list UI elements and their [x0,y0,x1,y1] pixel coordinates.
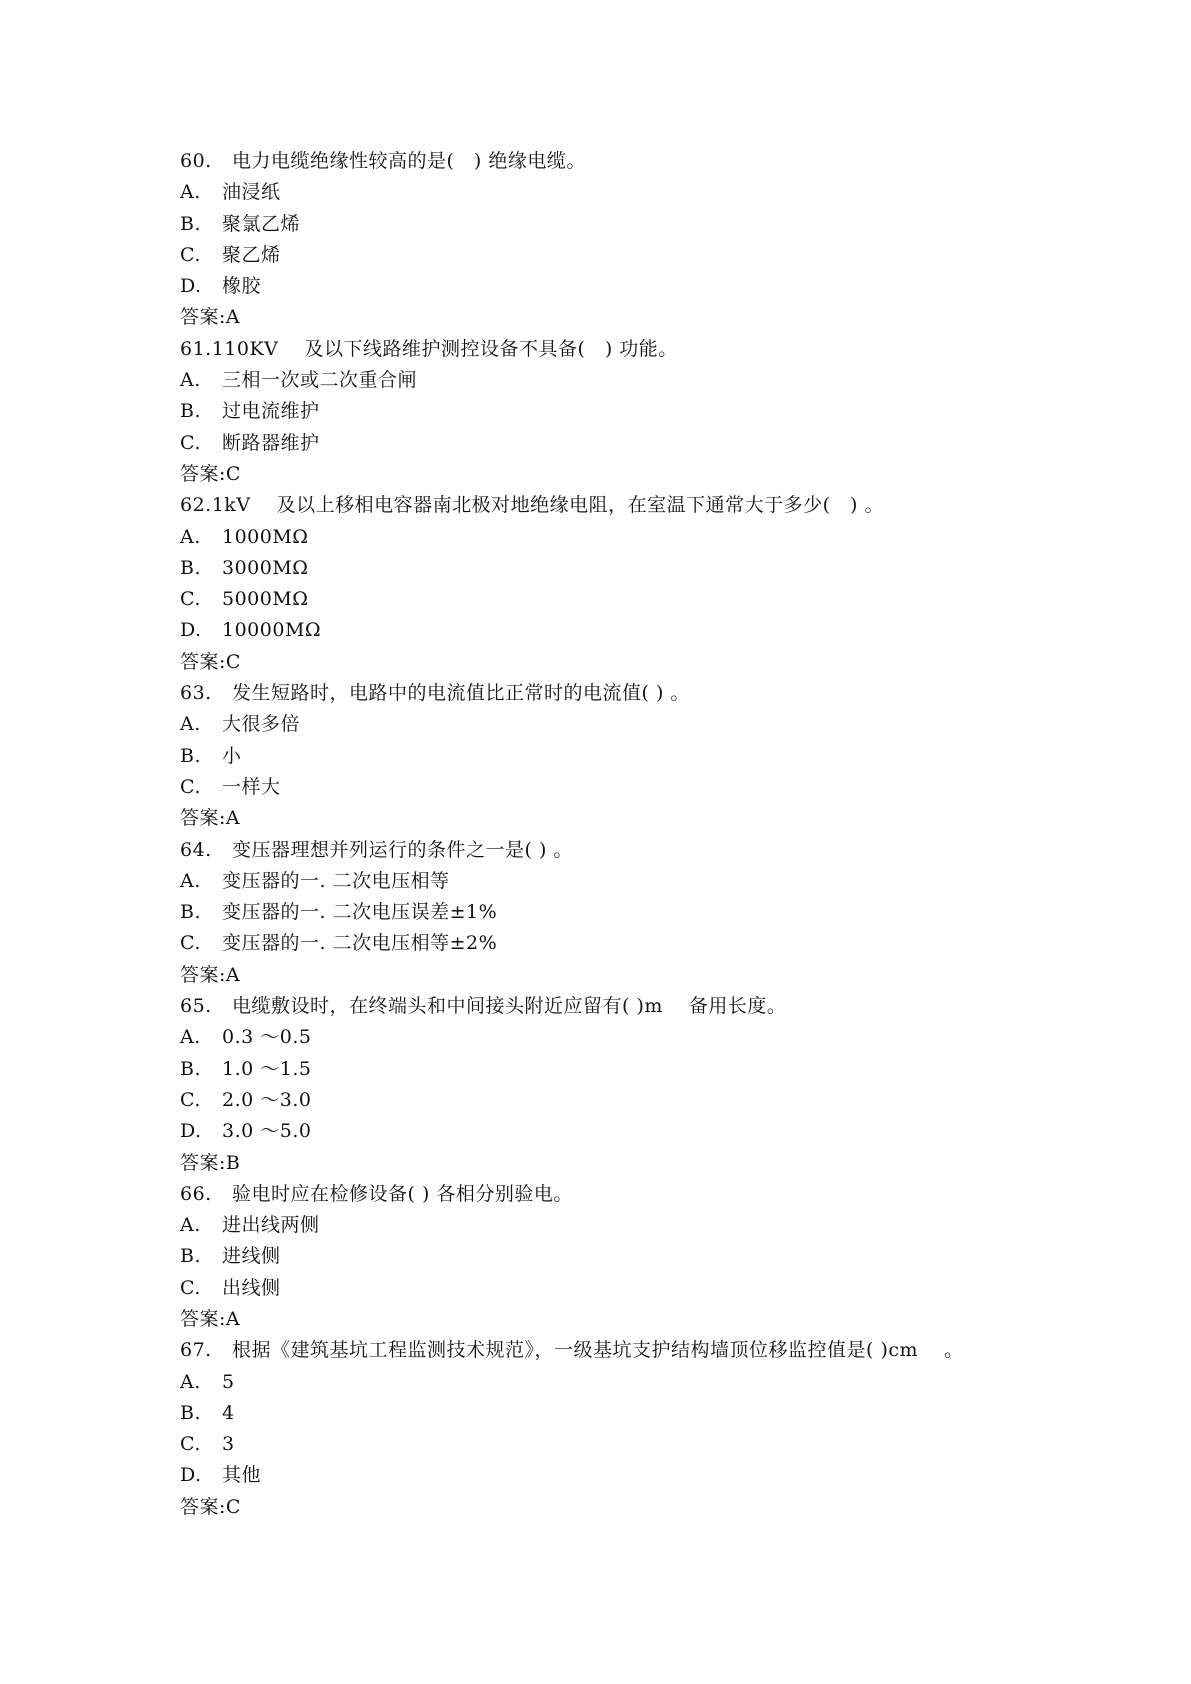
option-66-a [180,1210,1080,1241]
option-text: 聚乙烯 [222,243,281,266]
option-letter: A. [180,1026,201,1049]
option-61-c [180,428,1080,459]
option-text: 出线侧 [222,1276,281,1299]
option-letter: A. [180,713,201,736]
option-letter: A. [180,869,201,892]
question-number: 61. [180,337,212,360]
question-text: 110KV 及以下线路维护测控设备不具备( ) 功能。 [211,337,678,360]
option-text: 大很多倍 [222,713,301,736]
option-text: 10000MΩ [222,619,322,642]
option-text: 0.3 ～0.5 [222,1026,312,1049]
option-60-b [180,209,1080,240]
question-63 [180,678,1080,709]
option-text: 5 [222,1370,235,1393]
option-62-b [180,553,1080,584]
question-number: 66. [180,1182,212,1205]
question-67 [180,1335,1080,1366]
question-text: 根据《建筑基坑工程监测技术规范》，一级基坑支护结构墙顶位移监控值是( )cm 。 [232,1339,964,1362]
option-text: 5000MΩ [222,588,309,611]
option-letter: D. [180,1464,202,1487]
option-text: 过电流维护 [222,400,320,423]
option-text: 一样大 [222,775,281,798]
option-67-b [180,1398,1080,1429]
option-letter: B. [180,212,202,235]
option-letter: A. [180,1370,201,1393]
option-text: 变压器的一. 二次电压相等 [222,869,450,892]
question-61 [180,334,1080,365]
option-text: 聚氯乙烯 [222,212,301,235]
question-text: 发生短路时，电路中的电流值比正常时的电流值( ) 。 [232,682,690,705]
option-letter: C. [180,588,201,611]
option-60-c [180,240,1080,271]
option-text: 4 [222,1401,235,1424]
option-text: 小 [222,744,242,767]
question-number: 60. [180,150,212,172]
option-letter: A. [180,1214,201,1237]
option-65-a [180,1022,1080,1053]
option-text: 进出线两侧 [222,1214,320,1237]
option-text: 变压器的一. 二次电压相等±2% [222,932,498,955]
answer-60: 答案:A [180,306,241,329]
option-text: 油浸纸 [222,181,281,204]
option-letter: B. [180,400,202,423]
option-text: 进线侧 [222,1245,281,1268]
option-text: 橡胶 [222,275,262,298]
option-text: 断路器维护 [222,431,320,454]
option-letter: D. [180,275,202,298]
option-64-b [180,897,1080,928]
option-text: 其他 [222,1464,262,1487]
question-text: 电力电缆绝缘性较高的是( ) 绝缘电缆。 [232,150,586,172]
option-67-d [180,1460,1080,1491]
option-letter: C. [180,1433,201,1456]
option-letter: A. [180,525,201,548]
option-text: 3000MΩ [222,556,309,579]
option-text: 3 [222,1433,235,1456]
answer-64: 答案:A [180,963,241,986]
option-letter: D. [180,1120,202,1143]
option-letter: B. [180,901,202,924]
option-65-b [180,1054,1080,1085]
option-65-d [180,1116,1080,1147]
option-67-a [180,1367,1080,1398]
option-61-a [180,365,1080,396]
question-text: 1kV 及以上移相电容器南北极对地绝缘电阻，在室温下通常大于多少( ) 。 [211,494,884,517]
option-letter: B. [180,1057,202,1080]
option-letter: B. [180,1245,202,1268]
question-number: 64. [180,838,212,861]
option-text: 三相一次或二次重合闸 [222,369,418,392]
option-letter: B. [180,556,202,579]
option-letter: C. [180,243,201,266]
option-text: 1.0 ～1.5 [222,1057,312,1080]
question-62 [180,490,1080,521]
option-letter: B. [180,1401,202,1424]
option-text: 2.0 ～3.0 [222,1088,312,1111]
option-letter: A. [180,369,201,392]
question-60 [180,146,1080,177]
answer-67: 答案:C [180,1495,241,1518]
option-64-a [180,866,1080,897]
option-text: 变压器的一. 二次电压误差±1% [222,901,498,924]
option-65-c [180,1085,1080,1116]
option-60-d [180,271,1080,302]
option-text: 1000MΩ [222,525,309,548]
answer-62: 答案:C [180,650,241,673]
question-text: 电缆敷设时，在终端头和中间接头附近应留有( )m 备用长度。 [232,995,787,1018]
option-letter: C. [180,932,201,955]
document-page [180,146,1080,1523]
option-60-a [180,177,1080,208]
question-number: 67. [180,1339,212,1362]
option-letter: A. [180,181,201,204]
option-letter: C. [180,431,201,454]
answer-61: 答案:C [180,462,241,485]
option-66-b [180,1241,1080,1272]
question-number: 65. [180,995,212,1018]
question-text: 变压器理想并列运行的条件之一是( ) 。 [232,838,573,861]
option-letter: B. [180,744,202,767]
option-64-c [180,928,1080,959]
option-letter: D. [180,619,202,642]
answer-65: 答案:B [180,1151,241,1174]
question-number: 62. [180,494,212,517]
option-letter: C. [180,1088,201,1111]
option-text: 3.0 ～5.0 [222,1120,312,1143]
option-66-c [180,1273,1080,1304]
answer-63: 答案:A [180,807,241,830]
option-letter: C. [180,1276,201,1299]
option-62-d [180,615,1080,646]
question-66 [180,1179,1080,1210]
question-number: 63. [180,682,212,705]
option-63-b [180,741,1080,772]
option-67-c [180,1429,1080,1460]
answer-66: 答案:A [180,1307,241,1330]
option-63-c [180,772,1080,803]
option-63-a [180,709,1080,740]
question-text: 验电时应在检修设备( ) 各相分别验电。 [232,1182,573,1205]
question-64 [180,835,1080,866]
option-61-b [180,396,1080,427]
question-65 [180,991,1080,1022]
option-letter: C. [180,775,201,798]
option-62-c [180,584,1080,615]
option-62-a [180,522,1080,553]
